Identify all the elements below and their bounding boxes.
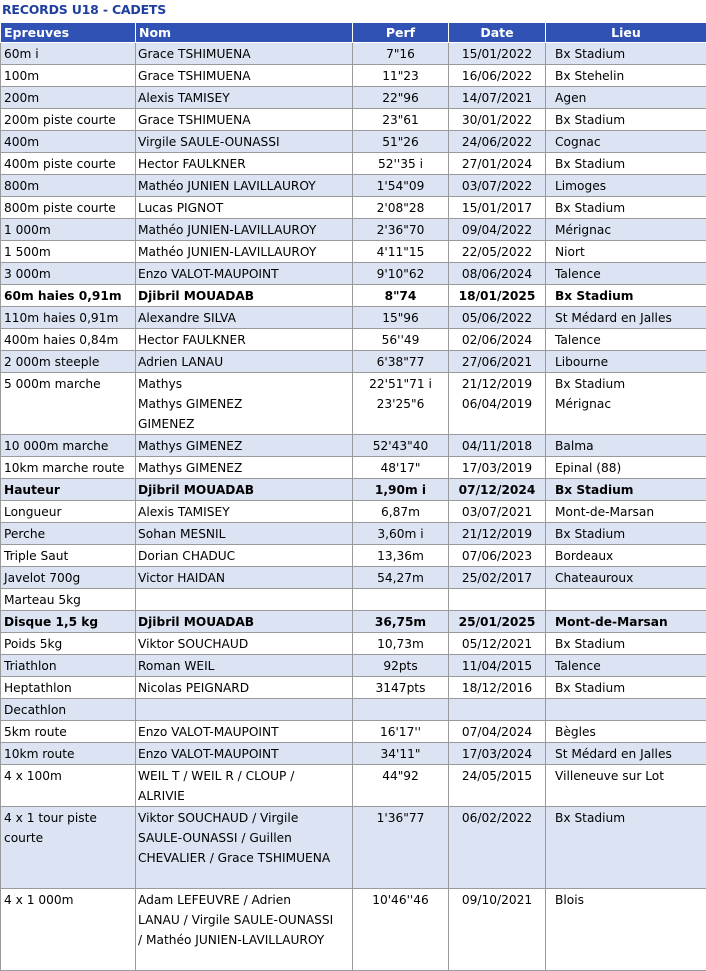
cell-date: 16/06/2022 [449, 65, 546, 87]
cell-date: 08/06/2024 [449, 263, 546, 285]
cell-nom [136, 699, 353, 721]
cell-date: 03/07/2022 [449, 175, 546, 197]
cell-lieu: Bx Stadium [546, 197, 706, 219]
cell-date: 15/01/2017 [449, 197, 546, 219]
table-row [1, 263, 706, 285]
cell-date: 21/12/2019 [449, 523, 546, 545]
cell-nom: Grace TSHIMUENA [136, 65, 353, 87]
cell-epreuve: 5km route [1, 721, 136, 743]
records-body [1, 43, 706, 971]
cell-perf: 13,36m [353, 545, 449, 567]
header-lieu: Lieu [546, 23, 706, 43]
cell-nom: Hector FAULKNER [136, 329, 353, 351]
cell-date: 09/10/2021 [449, 889, 546, 971]
cell-nom: Nicolas PEIGNARD [136, 677, 353, 699]
cell-perf: 52''35 i [353, 153, 449, 175]
cell-nom [136, 889, 353, 971]
cell-lieu: Bordeaux [546, 545, 706, 567]
cell-epreuve: 10km route [1, 743, 136, 765]
cell-lieu: Bx Stadium [546, 633, 706, 655]
cell-nom-line: WEIL T / WEIL R / CLOUP / [138, 766, 349, 786]
table-row [1, 329, 706, 351]
cell-perf: 56''49 [353, 329, 449, 351]
table-row [1, 457, 706, 479]
cell-epreuve [1, 807, 136, 889]
cell-lieu: Bx Stadium [546, 807, 706, 889]
cell-date: 07/12/2024 [449, 479, 546, 501]
cell-nom: Grace TSHIMUENA [136, 43, 353, 65]
cell-date-line: 06/04/2019 [452, 394, 542, 414]
cell-epreuve: 400m [1, 131, 136, 153]
cell-lieu: Bx Stadium [546, 479, 706, 501]
cell-date [449, 699, 546, 721]
cell-lieu: Chateauroux [546, 567, 706, 589]
cell-epreuve: 4 x 1 000m [1, 889, 136, 971]
cell-epreuve: Hauteur [1, 479, 136, 501]
cell-lieu: Bx Stadium [546, 677, 706, 699]
table-row [1, 567, 706, 589]
table-row [1, 611, 706, 633]
cell-epreuve-line: courte [4, 828, 132, 848]
cell-epreuve: 2 000m steeple [1, 351, 136, 373]
table-row [1, 655, 706, 677]
table-row [1, 87, 706, 109]
cell-nom: Virgile SAULE-OUNASSI [136, 131, 353, 153]
cell-perf-line: 22'51"71 i [356, 374, 445, 394]
cell-nom-line: / Mathéo JUNIEN-LAVILLAUROY [138, 930, 349, 950]
cell-date: 05/06/2022 [449, 307, 546, 329]
cell-date: 04/11/2018 [449, 435, 546, 457]
cell-perf: 92pts [353, 655, 449, 677]
cell-lieu: Bx Stehelin [546, 65, 706, 87]
cell-perf: 2'08"28 [353, 197, 449, 219]
cell-perf: 6,87m [353, 501, 449, 523]
cell-nom: Alexis TAMISEY [136, 87, 353, 109]
cell-lieu: Talence [546, 655, 706, 677]
cell-epreuve: Disque 1,5 kg [1, 611, 136, 633]
table-row [1, 109, 706, 131]
cell-epreuve: 3 000m [1, 263, 136, 285]
cell-epreuve: Perche [1, 523, 136, 545]
cell-epreuve: 60m i [1, 43, 136, 65]
cell-epreuve: 100m [1, 65, 136, 87]
records-table [0, 22, 706, 971]
cell-perf: 1,90m i [353, 479, 449, 501]
cell-epreuve: 200m piste courte [1, 109, 136, 131]
cell-date: 18/12/2016 [449, 677, 546, 699]
cell-epreuve: 400m piste courte [1, 153, 136, 175]
cell-lieu: Talence [546, 263, 706, 285]
cell-nom: Mathéo JUNIEN-LAVILLAUROY [136, 241, 353, 263]
cell-lieu: Libourne [546, 351, 706, 373]
cell-epreuve: Heptathlon [1, 677, 136, 699]
table-row [1, 589, 706, 611]
cell-nom-line: ALRIVIE [138, 786, 349, 806]
cell-nom [136, 589, 353, 611]
cell-nom: Mathys GIMENEZ [136, 457, 353, 479]
cell-perf: 6'38"77 [353, 351, 449, 373]
table-row [1, 351, 706, 373]
cell-lieu: Mérignac [546, 219, 706, 241]
cell-lieu: Limoges [546, 175, 706, 197]
cell-epreuve: Decathlon [1, 699, 136, 721]
table-row [1, 197, 706, 219]
cell-nom-line: Mathys GIMENEZ [138, 394, 349, 414]
cell-nom-line: CHEVALIER / Grace TSHIMUENA [138, 848, 349, 868]
cell-epreuve: 10km marche route [1, 457, 136, 479]
cell-epreuve: 4 x 100m [1, 765, 136, 807]
header-perf: Perf [353, 23, 449, 43]
cell-date: 07/06/2023 [449, 545, 546, 567]
cell-epreuve: Javelot 700g [1, 567, 136, 589]
cell-perf: 4'11"15 [353, 241, 449, 263]
cell-nom: Mathéo JUNIEN LAVILLAUROY [136, 175, 353, 197]
table-row [1, 241, 706, 263]
cell-perf: 54,27m [353, 567, 449, 589]
cell-nom: Victor HAIDAN [136, 567, 353, 589]
cell-nom: Djibril MOUADAB [136, 479, 353, 501]
cell-date: 22/05/2022 [449, 241, 546, 263]
cell-perf [353, 699, 449, 721]
cell-perf: 10'46''46 [353, 889, 449, 971]
cell-nom: Alexis TAMISEY [136, 501, 353, 523]
table-row [1, 743, 706, 765]
table-row [1, 65, 706, 87]
table-row [1, 699, 706, 721]
cell-perf: 1'36"77 [353, 807, 449, 889]
cell-epreuve: Marteau 5kg [1, 589, 136, 611]
cell-lieu: Villeneuve sur Lot [546, 765, 706, 807]
cell-date: 24/05/2015 [449, 765, 546, 807]
table-row [1, 131, 706, 153]
cell-epreuve: 60m haies 0,91m [1, 285, 136, 307]
cell-lieu: Talence [546, 329, 706, 351]
cell-epreuve-line: 4 x 1 tour piste [4, 808, 132, 828]
cell-nom: Roman WEIL [136, 655, 353, 677]
table-row [1, 175, 706, 197]
cell-nom: Viktor SOUCHAUD [136, 633, 353, 655]
header-row [1, 23, 706, 43]
cell-perf: 16'17'' [353, 721, 449, 743]
cell-perf: 34'11" [353, 743, 449, 765]
cell-nom-line: LANAU / Virgile SAULE-OUNASSI [138, 910, 349, 930]
cell-lieu-line: Bx Stadium [555, 374, 703, 394]
cell-date: 27/01/2024 [449, 153, 546, 175]
cell-epreuve: Longueur [1, 501, 136, 523]
cell-date: 25/02/2017 [449, 567, 546, 589]
cell-date: 07/04/2024 [449, 721, 546, 743]
cell-nom [136, 765, 353, 807]
table-row [1, 807, 706, 889]
cell-nom: Alexandre SILVA [136, 307, 353, 329]
cell-nom-line: SAULE-OUNASSI / Guillen [138, 828, 349, 848]
cell-nom: Mathéo JUNIEN-LAVILLAUROY [136, 219, 353, 241]
cell-nom: Adrien LANAU [136, 351, 353, 373]
cell-lieu: Niort [546, 241, 706, 263]
cell-date: 24/06/2022 [449, 131, 546, 153]
cell-nom: Hector FAULKNER [136, 153, 353, 175]
header-nom: Nom [136, 23, 353, 43]
cell-date: 17/03/2019 [449, 457, 546, 479]
cell-lieu: Cognac [546, 131, 706, 153]
cell-lieu: Bx Stadium [546, 153, 706, 175]
cell-epreuve: Triple Saut [1, 545, 136, 567]
cell-lieu: St Médard en Jalles [546, 307, 706, 329]
table-row [1, 479, 706, 501]
cell-nom: Enzo VALOT-MAUPOINT [136, 263, 353, 285]
cell-perf: 3,60m i [353, 523, 449, 545]
cell-perf-line: 23'25"6 [356, 394, 445, 414]
cell-nom: Grace TSHIMUENA [136, 109, 353, 131]
cell-nom-line: GIMENEZ [138, 414, 349, 434]
header-date: Date [449, 23, 546, 43]
cell-epreuve: Poids 5kg [1, 633, 136, 655]
cell-epreuve: 1 000m [1, 219, 136, 241]
cell-epreuve: 800m piste courte [1, 197, 136, 219]
table-row [1, 435, 706, 457]
cell-lieu: Blois [546, 889, 706, 971]
cell-epreuve: 10 000m marche [1, 435, 136, 457]
cell-date: 05/12/2021 [449, 633, 546, 655]
cell-epreuve: 1 500m [1, 241, 136, 263]
cell-lieu [546, 589, 706, 611]
cell-perf: 51"26 [353, 131, 449, 153]
table-row [1, 219, 706, 241]
table-row [1, 633, 706, 655]
cell-lieu: Mont-de-Marsan [546, 501, 706, 523]
cell-perf: 48'17" [353, 457, 449, 479]
cell-date [449, 589, 546, 611]
cell-date: 30/01/2022 [449, 109, 546, 131]
cell-date-line: 21/12/2019 [452, 374, 542, 394]
cell-nom: Mathys GIMENEZ [136, 435, 353, 457]
cell-lieu-line: Mérignac [555, 394, 703, 414]
cell-nom-line: Adam LEFEUVRE / Adrien [138, 890, 349, 910]
cell-epreuve: 200m [1, 87, 136, 109]
header-epreuves: Epreuves [1, 23, 136, 43]
cell-lieu: Agen [546, 87, 706, 109]
cell-perf: 7"16 [353, 43, 449, 65]
cell-epreuve: 110m haies 0,91m [1, 307, 136, 329]
cell-date: 09/04/2022 [449, 219, 546, 241]
cell-date: 14/07/2021 [449, 87, 546, 109]
cell-nom [136, 807, 353, 889]
cell-lieu [546, 373, 706, 435]
cell-perf: 44"92 [353, 765, 449, 807]
cell-lieu: Bx Stadium [546, 109, 706, 131]
cell-epreuve: 5 000m marche [1, 373, 136, 435]
cell-perf: 11"23 [353, 65, 449, 87]
cell-lieu: Bx Stadium [546, 523, 706, 545]
cell-date: 02/06/2024 [449, 329, 546, 351]
cell-nom-line: Mathys [138, 374, 349, 394]
cell-date: 15/01/2022 [449, 43, 546, 65]
table-row [1, 285, 706, 307]
cell-date: 25/01/2025 [449, 611, 546, 633]
cell-date: 03/07/2021 [449, 501, 546, 523]
cell-nom-line: Viktor SOUCHAUD / Virgile [138, 808, 349, 828]
cell-perf [353, 589, 449, 611]
cell-perf: 52'43"40 [353, 435, 449, 457]
cell-perf: 2'36"70 [353, 219, 449, 241]
table-row [1, 677, 706, 699]
table-row [1, 307, 706, 329]
cell-nom: Sohan MESNIL [136, 523, 353, 545]
cell-nom [136, 373, 353, 435]
table-row [1, 889, 706, 971]
cell-lieu: Epinal (88) [546, 457, 706, 479]
cell-perf: 10,73m [353, 633, 449, 655]
table-row [1, 545, 706, 567]
cell-perf: 9'10"62 [353, 263, 449, 285]
cell-lieu: Bègles [546, 721, 706, 743]
cell-date: 18/01/2025 [449, 285, 546, 307]
cell-nom: Dorian CHADUC [136, 545, 353, 567]
cell-epreuve: 400m haies 0,84m [1, 329, 136, 351]
cell-perf: 15"96 [353, 307, 449, 329]
cell-lieu: Mont-de-Marsan [546, 611, 706, 633]
cell-perf: 36,75m [353, 611, 449, 633]
cell-nom: Djibril MOUADAB [136, 285, 353, 307]
table-row [1, 721, 706, 743]
cell-perf: 8"74 [353, 285, 449, 307]
cell-perf: 22"96 [353, 87, 449, 109]
cell-perf: 23"61 [353, 109, 449, 131]
table-row [1, 523, 706, 545]
cell-nom: Lucas PIGNOT [136, 197, 353, 219]
cell-nom: Enzo VALOT-MAUPOINT [136, 721, 353, 743]
cell-lieu [546, 699, 706, 721]
cell-epreuve: 800m [1, 175, 136, 197]
cell-nom: Enzo VALOT-MAUPOINT [136, 743, 353, 765]
table-row [1, 765, 706, 807]
cell-perf [353, 373, 449, 435]
cell-epreuve: Triathlon [1, 655, 136, 677]
cell-nom: Djibril MOUADAB [136, 611, 353, 633]
cell-lieu: Bx Stadium [546, 285, 706, 307]
cell-lieu: Balma [546, 435, 706, 457]
cell-lieu: St Médard en Jalles [546, 743, 706, 765]
page-title: RECORDS U18 - CADETS [2, 2, 166, 17]
table-row [1, 373, 706, 435]
table-row [1, 43, 706, 65]
cell-date: 11/04/2015 [449, 655, 546, 677]
cell-perf: 1'54"09 [353, 175, 449, 197]
cell-perf: 3147pts [353, 677, 449, 699]
table-row [1, 501, 706, 523]
cell-date: 17/03/2024 [449, 743, 546, 765]
cell-date: 27/06/2021 [449, 351, 546, 373]
cell-date [449, 373, 546, 435]
cell-lieu: Bx Stadium [546, 43, 706, 65]
cell-date: 06/02/2022 [449, 807, 546, 889]
table-row [1, 153, 706, 175]
